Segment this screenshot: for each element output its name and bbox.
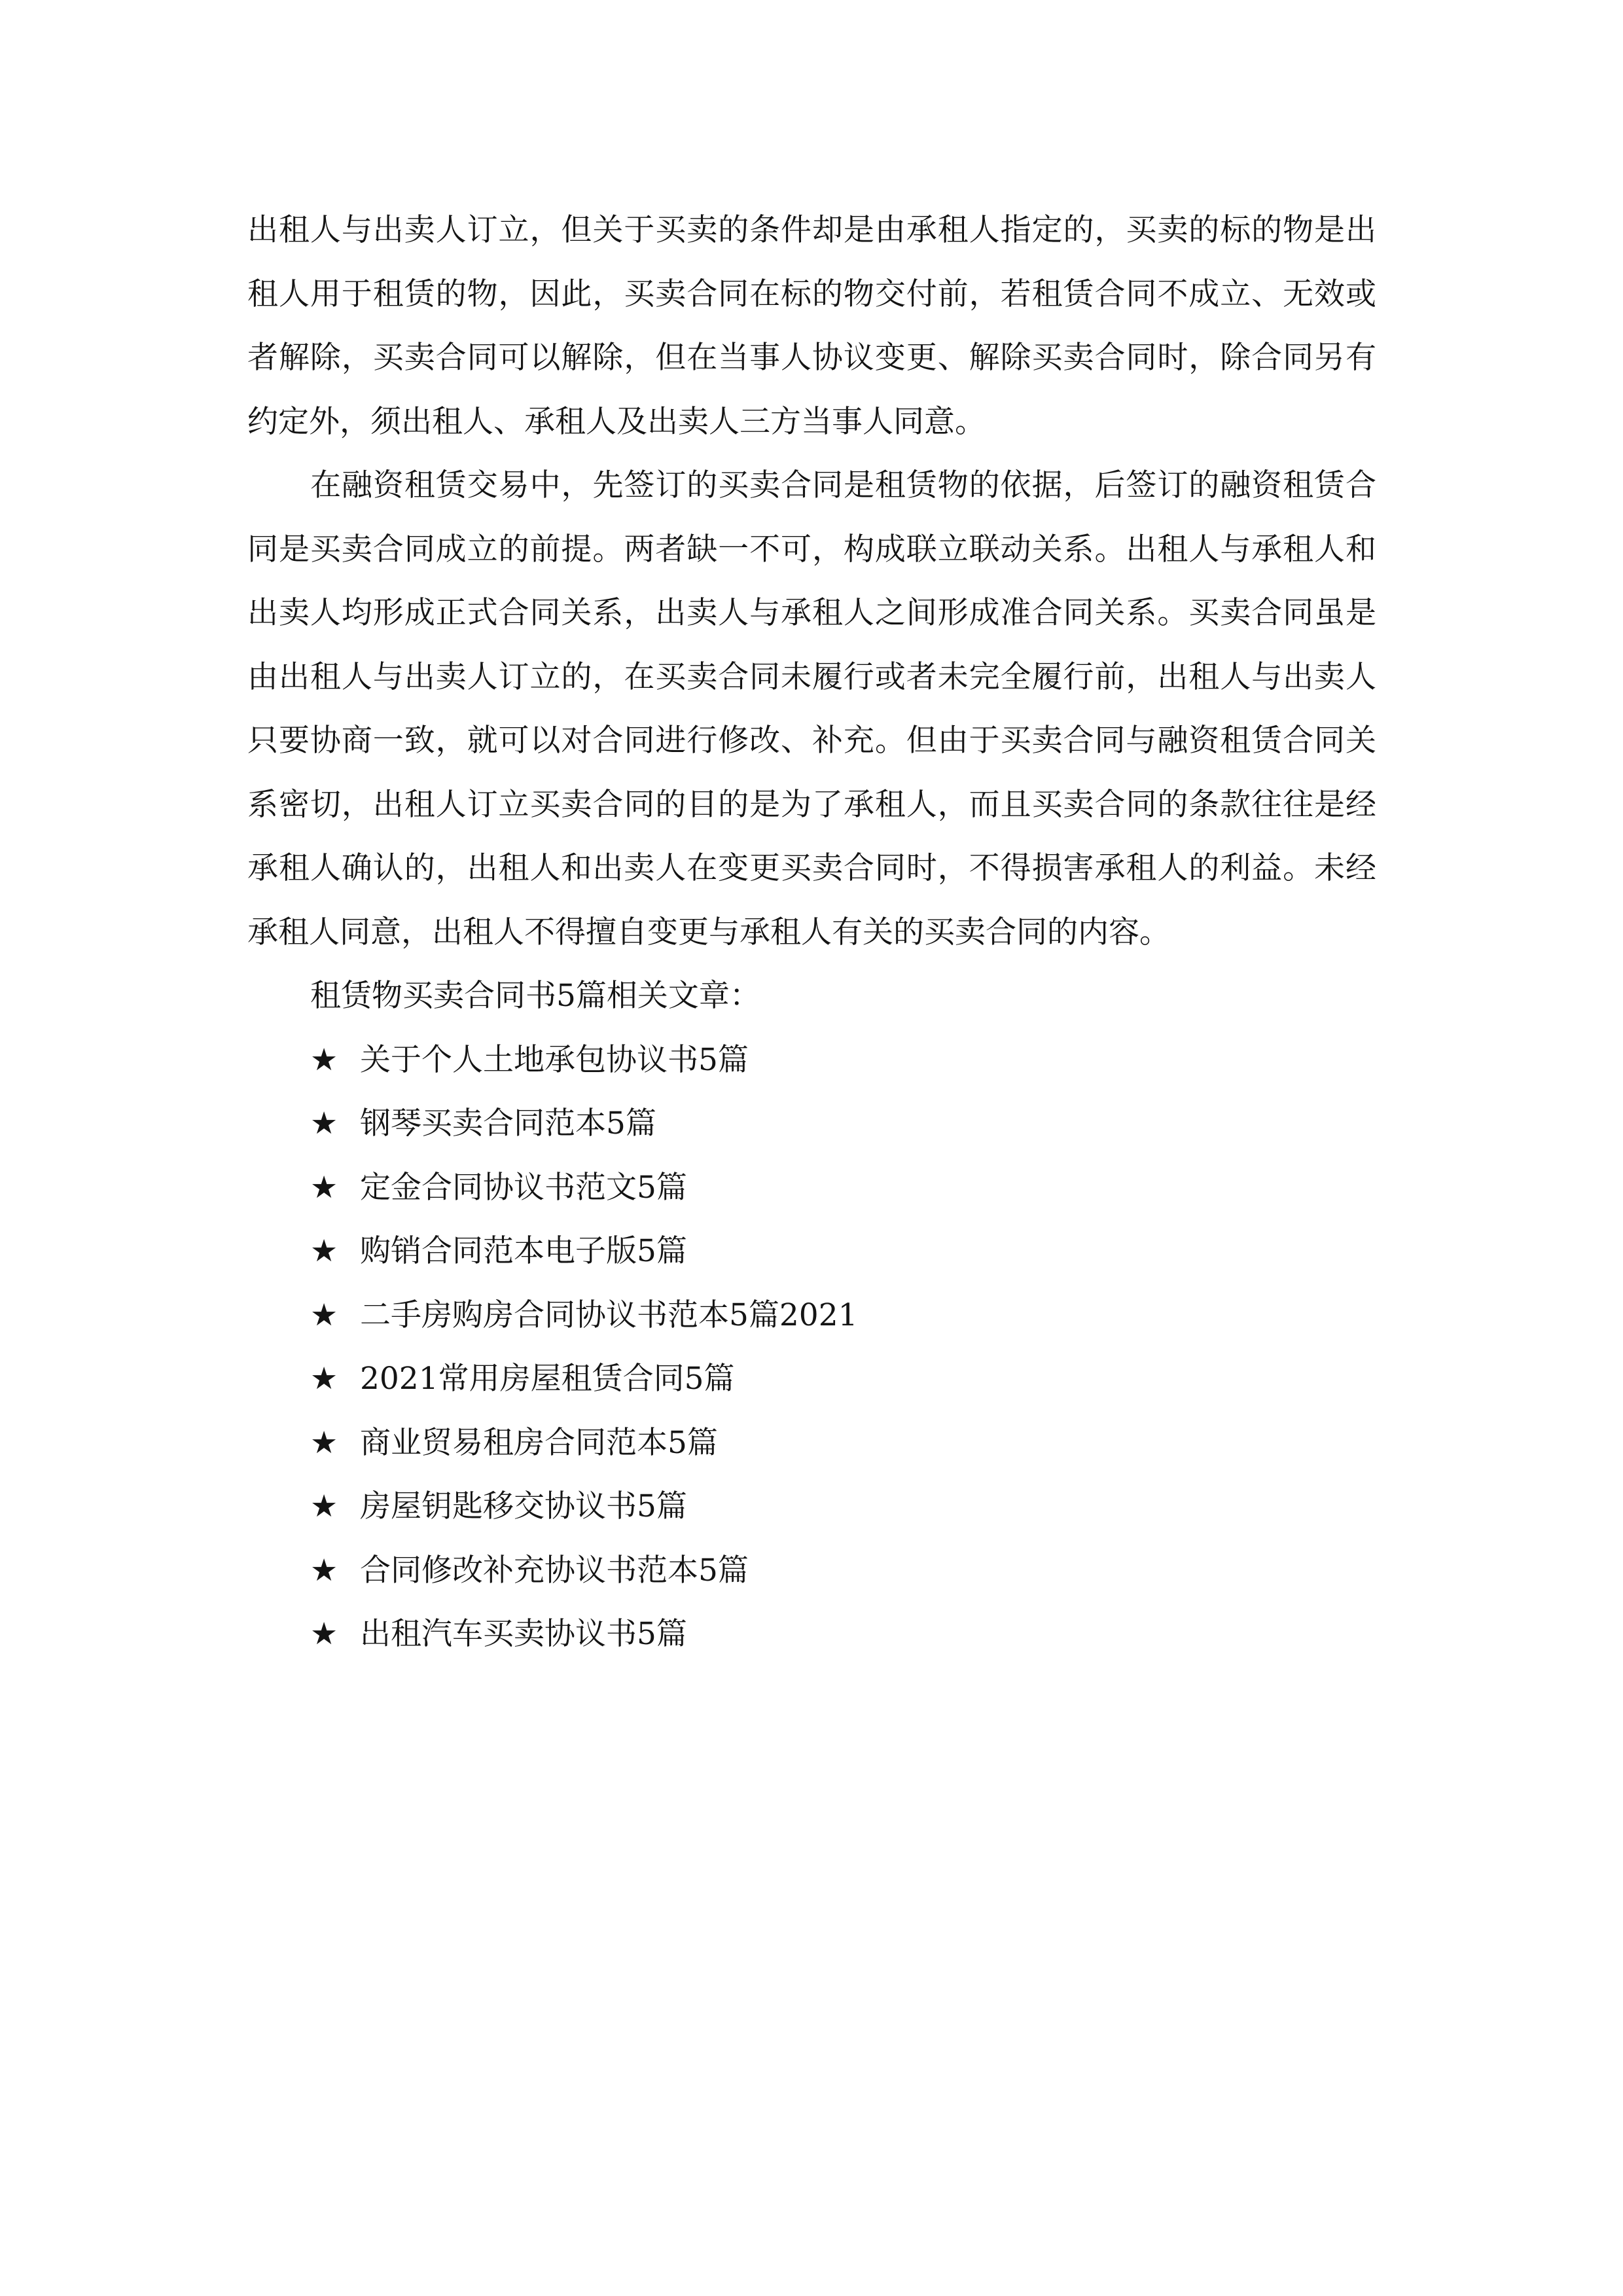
body-paragraph-continued: 出租人与出卖人订立，但关于买卖的条件却是由承租人指定的，买卖的标的物是出租人用于租赁的物，因此，买卖合同在标的物交付前，若租赁合同不成立、无效或者解除，买卖合同可以解除，但在当事人协议变更、解除买卖合同时，除合同另有约定外，须出租人、承租人及出卖人三方当事人同意。 — [247, 212, 1376, 440]
related-article-item[interactable] — [247, 1475, 1376, 1539]
document-body — [247, 198, 1376, 1666]
related-article-item[interactable] — [247, 1219, 1376, 1283]
related-article-item[interactable] — [247, 1347, 1376, 1411]
related-article-link[interactable]: 2021常用房屋租赁合同5篇 — [360, 1361, 735, 1397]
related-article-link[interactable]: 二手房购房合同协议书范本5篇2021 — [360, 1297, 858, 1333]
star-icon: ★ — [310, 1552, 338, 1588]
body-paragraph-financial-leasing: 在融资租赁交易中，先签订的买卖合同是租赁物的依据，后签订的融资租赁合同是买卖合同成立的前提。两者缺一不可，构成联立联动关系。出租人与承租人和出卖人均形成正式合同关系，出卖人与承租人之间形成准合同关系。买卖合同虽是由出租人与出卖人订立的，在买卖合同未履行或者未完全履行前，出租人与出卖人只要协商一致，就可以对合同进行修改、补充。但由于买卖合同与融资租赁合同关系密切，出租人订立买卖合同的目的是为了承租人，而且买卖合同的条款往往是经承租人确认的，出租人和出卖人在变更买卖合同时，不得损害承租人的利益。未经承租人同意，出租人不得擅自变更与承租人有关的买卖合同的内容。 — [247, 467, 1376, 950]
related-article-link[interactable]: 关于个人土地承包协议书5篇 — [360, 1041, 749, 1078]
star-icon: ★ — [310, 1233, 338, 1269]
related-articles-heading: 租赁物买卖合同书5篇相关文章： — [310, 978, 760, 1014]
related-article-link[interactable]: 出租汽车买卖协议书5篇 — [360, 1616, 687, 1652]
star-icon: ★ — [310, 1041, 338, 1078]
related-article-link[interactable]: 房屋钥匙移交协议书5篇 — [360, 1488, 687, 1524]
star-icon: ★ — [310, 1424, 338, 1461]
star-icon: ★ — [310, 1297, 338, 1333]
related-article-link[interactable]: 定金合同协议书范文5篇 — [360, 1169, 687, 1206]
star-icon: ★ — [310, 1361, 338, 1397]
related-article-item[interactable] — [247, 1602, 1376, 1666]
related-article-link[interactable]: 商业贸易租房合同范本5篇 — [360, 1424, 718, 1461]
star-icon: ★ — [310, 1169, 338, 1206]
related-article-item[interactable] — [247, 1092, 1376, 1156]
related-article-link[interactable]: 购销合同范本电子版5篇 — [360, 1233, 687, 1269]
star-icon: ★ — [310, 1488, 338, 1524]
related-article-link[interactable]: 合同修改补充协议书范本5篇 — [360, 1552, 749, 1588]
star-icon: ★ — [310, 1616, 338, 1652]
related-article-item[interactable] — [247, 1539, 1376, 1603]
related-article-item[interactable] — [247, 1283, 1376, 1348]
star-icon: ★ — [310, 1105, 338, 1141]
related-article-item[interactable] — [247, 1156, 1376, 1220]
related-articles-list — [247, 1028, 1376, 1666]
related-article-item[interactable] — [247, 1411, 1376, 1475]
related-article-link[interactable]: 钢琴买卖合同范本5篇 — [360, 1105, 656, 1141]
related-article-item[interactable] — [247, 1028, 1376, 1092]
